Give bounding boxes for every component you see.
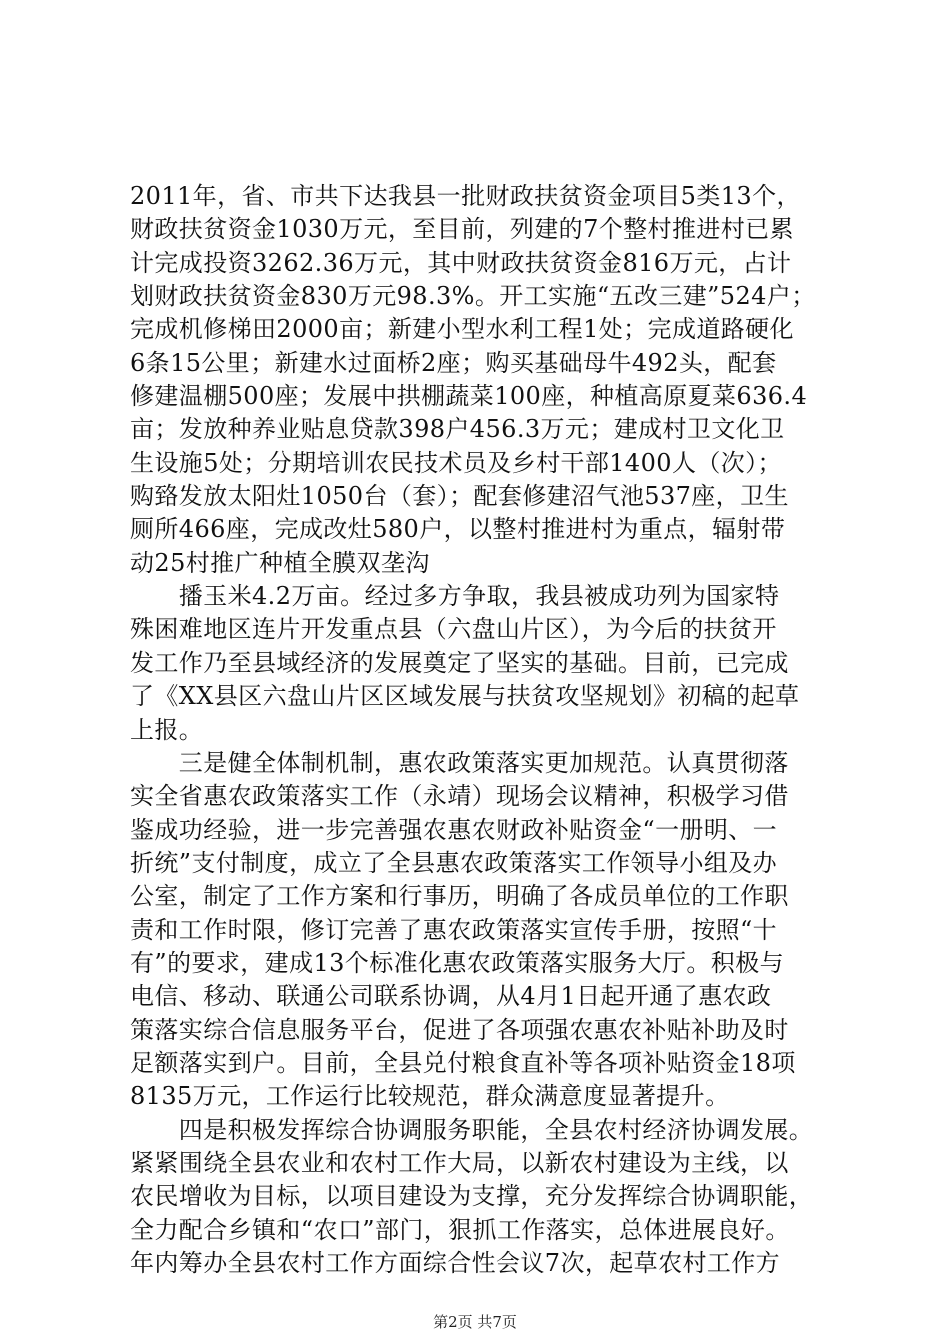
- text-line: 鉴成功经验，进一步完善强农惠农财政补贴资金“一册明、一: [130, 815, 778, 844]
- text-line: 发工作乃至县域经济的发展奠定了坚实的基础。目前，已完成: [130, 648, 789, 677]
- text-line: 8135万元，工作运行比较规范，群众满意度显著提升。: [130, 1082, 730, 1111]
- text-line: 公室，制定了工作方案和行事历，明确了各成员单位的工作职: [130, 882, 789, 911]
- text-line: 计完成投资3262.36万元，其中财政扶贫资金816万元，占计: [130, 248, 792, 277]
- text-line: 了《XX县区六盘山片区区域发展与扶贫攻坚规划》初稿的起草: [130, 682, 800, 711]
- body-text: [130, 180, 850, 1280]
- text-line: 农民增收为目标，以项目建设为支撑，充分发挥综合协调职能，: [130, 1182, 814, 1211]
- text-line: 足额落实到户。目前，全县兑付粮食直补等各项补贴资金18项: [130, 1048, 796, 1077]
- page-footer: 第2页 共7页: [433, 1313, 517, 1331]
- text-line: 电信、移动、联通公司联系协调，从4月1日起开通了惠农政: [130, 982, 772, 1011]
- text-line: 年内筹办全县农村工作方面综合性会议7次，起草农村工作方: [130, 1249, 781, 1277]
- text-line: 划财政扶贫资金830万元98.3%。开工实施“五改三建”524户；: [130, 282, 816, 311]
- text-line: 6条15公里；新建水过面桥2座；购买基础母牛492头，配套: [130, 348, 777, 377]
- text-line: 有”的要求，建成13个标准化惠农政策落实服务大厅。积极与: [130, 948, 785, 977]
- text-line: 完成机修梯田2000亩；新建小型水利工程1处；完成道路硬化: [130, 315, 794, 344]
- text-line: 折统”支付制度，成立了全县惠农政策落实工作领导小组及办: [130, 848, 778, 877]
- text-line: 亩；发放种养业贴息贷款398户456.3万元；建成村卫文化卫: [130, 415, 785, 444]
- text-line: 购臵发放太阳灶1050台（套）；配套修建沼气池537座，卫生: [130, 482, 789, 511]
- text-line: 紧紧围绕全县农业和农村工作大局，以新农村建设为主线，以: [130, 1148, 789, 1177]
- text-line: 修建温棚500座；发展中拱棚蔬菜100座，种植高原夏菜636.4: [130, 382, 808, 411]
- text-line: 实全省惠农政策落实工作（永靖）现场会议精神，积极学习借: [130, 782, 789, 811]
- text-line: 上报。: [130, 715, 204, 744]
- text-line: 三是健全体制机制，惠农政策落实更加规范。认真贯彻落: [130, 748, 789, 777]
- text-line: 动25村推广种植全膜双垄沟: [130, 548, 430, 577]
- text-line: 生设施5处；分期培训农民技术员及乡村干部1400人（次）；: [130, 448, 782, 477]
- text-line: 财政扶贫资金1030万元，至目前，列建的7个整村推进村已累: [130, 215, 794, 244]
- text-line: 殊困难地区连片开发重点县（六盘山片区），为今后的扶贫开: [130, 615, 777, 644]
- text-line: 2011年，省、市共下达我县一批财政扶贫资金项目5类13个，: [130, 182, 801, 210]
- text-line: 全力配合乡镇和“农口”部门，狠抓工作落实，总体进展良好。: [130, 1215, 790, 1244]
- text-line: 策落实综合信息服务平台，促进了各项强农惠农补贴补助及时: [130, 1015, 789, 1044]
- text-line: 播玉米4.2万亩。经过多方争取，我县被成功列为国家特: [130, 582, 780, 611]
- text-line: 四是积极发挥综合协调服务职能，全县农村经济协调发展。: [130, 1115, 814, 1144]
- text-line: 厕所466座，完成改灶580户，以整村推进村为重点，辐射带: [130, 515, 786, 544]
- text-line: 责和工作时限，修订完善了惠农政策落实宣传手册，按照“十: [130, 915, 778, 944]
